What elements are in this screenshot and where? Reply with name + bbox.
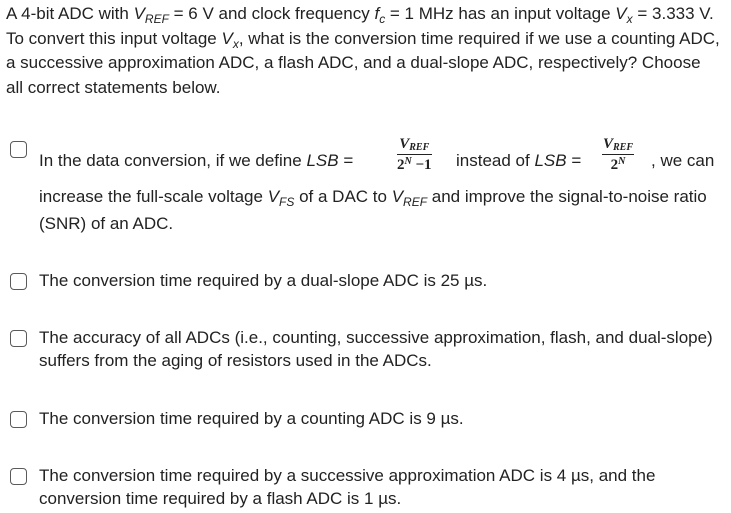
option-3-checkbox[interactable] bbox=[10, 330, 27, 347]
vx-symbol: V bbox=[221, 28, 233, 48]
lsb-symbol: LSB bbox=[306, 151, 339, 170]
fraction-numerator bbox=[397, 137, 432, 155]
question-text-part: = 1 MHz has an input voltage bbox=[385, 4, 616, 23]
vx-subscript: x bbox=[626, 12, 633, 26]
vx-symbol: V bbox=[615, 4, 627, 23]
option-2-checkbox[interactable] bbox=[10, 273, 27, 290]
vx-subscript: x bbox=[232, 36, 239, 51]
fraction-numerator bbox=[602, 137, 634, 155]
vref-subscript: REF bbox=[403, 195, 428, 209]
option-1-text-part: of a DAC to bbox=[294, 187, 392, 206]
vfs-subscript: FS bbox=[279, 195, 295, 209]
question-text-part: = 3.333 V. To convert this input voltage bbox=[6, 4, 714, 48]
option-5-checkbox[interactable] bbox=[10, 468, 27, 485]
fraction-denominator bbox=[397, 155, 432, 173]
option-4-checkbox[interactable] bbox=[10, 411, 27, 428]
question-text bbox=[6, 2, 722, 100]
option-3-text: The accuracy of all ADCs (i.e., counting, successive approximation, flash, and dual-slope) suffers from the aging of resistors used in the ADCs. bbox=[39, 328, 713, 370]
vref-symbol: V bbox=[133, 4, 145, 23]
option-1-text-part: and improve the signal-to-noise ratio (SNR) of an ADC. bbox=[39, 187, 707, 233]
option-1-text-part bbox=[39, 150, 353, 173]
vref-subscript: REF bbox=[144, 12, 169, 26]
option-1-text-part bbox=[456, 150, 581, 173]
fraction-denominator bbox=[602, 155, 634, 173]
fraction-vref-over-2n bbox=[602, 137, 634, 173]
option-4-text: The conversion time required by a counting ADC is 9 µs. bbox=[39, 409, 464, 428]
option-1-text-part: increase the full-scale voltage bbox=[39, 187, 268, 206]
exponent-n: N bbox=[618, 156, 626, 167]
fc-subscript: c bbox=[379, 12, 386, 26]
fc-symbol: f bbox=[374, 4, 380, 23]
option-1-checkbox[interactable] bbox=[10, 141, 27, 158]
vref-symbol: V bbox=[391, 187, 404, 206]
vref-symbol: V bbox=[603, 136, 614, 152]
minus-one: −1 bbox=[411, 157, 432, 173]
equals-sign: = bbox=[338, 151, 354, 170]
option-2-text: The conversion time required by a dual-slope ADC is 25 µs. bbox=[39, 271, 488, 290]
option-1-text bbox=[39, 137, 725, 237]
base-two: 2 bbox=[610, 157, 619, 173]
question-text-part: A 4-bit ADC with bbox=[6, 4, 134, 23]
equals-sign: = bbox=[566, 151, 582, 170]
vref-subscript: REF bbox=[613, 142, 634, 153]
question-text-part: = 6 V and clock frequency bbox=[168, 4, 375, 23]
base-two: 2 bbox=[397, 157, 405, 173]
vref-subscript: REF bbox=[409, 142, 430, 153]
vfs-symbol: V bbox=[267, 187, 280, 206]
option-5-text: The conversion time required by a successive approximation ADC is 4 µs, and the conversion time required by a flash ADC is 1 µs. bbox=[39, 466, 656, 508]
lsb-symbol: LSB bbox=[534, 151, 567, 170]
option-1-text-part: In the data conversion, if we define bbox=[39, 151, 307, 170]
vref-symbol: V bbox=[399, 136, 410, 152]
exponent-n: N bbox=[404, 156, 412, 167]
option-1-text-continued bbox=[39, 183, 725, 237]
option-1-formula-line bbox=[39, 137, 725, 181]
fraction-vref-over-2n-minus-1 bbox=[397, 137, 432, 173]
option-1-text-part: instead of bbox=[456, 151, 535, 170]
option-1-text-part: , we can bbox=[651, 151, 715, 170]
question-text-part: , what is the conversion time required if we use a counting ADC, a successive approximation ADC, a flash ADC, and a dual-slope ADC, respectively? Choose all correct statements below. bbox=[6, 28, 720, 97]
